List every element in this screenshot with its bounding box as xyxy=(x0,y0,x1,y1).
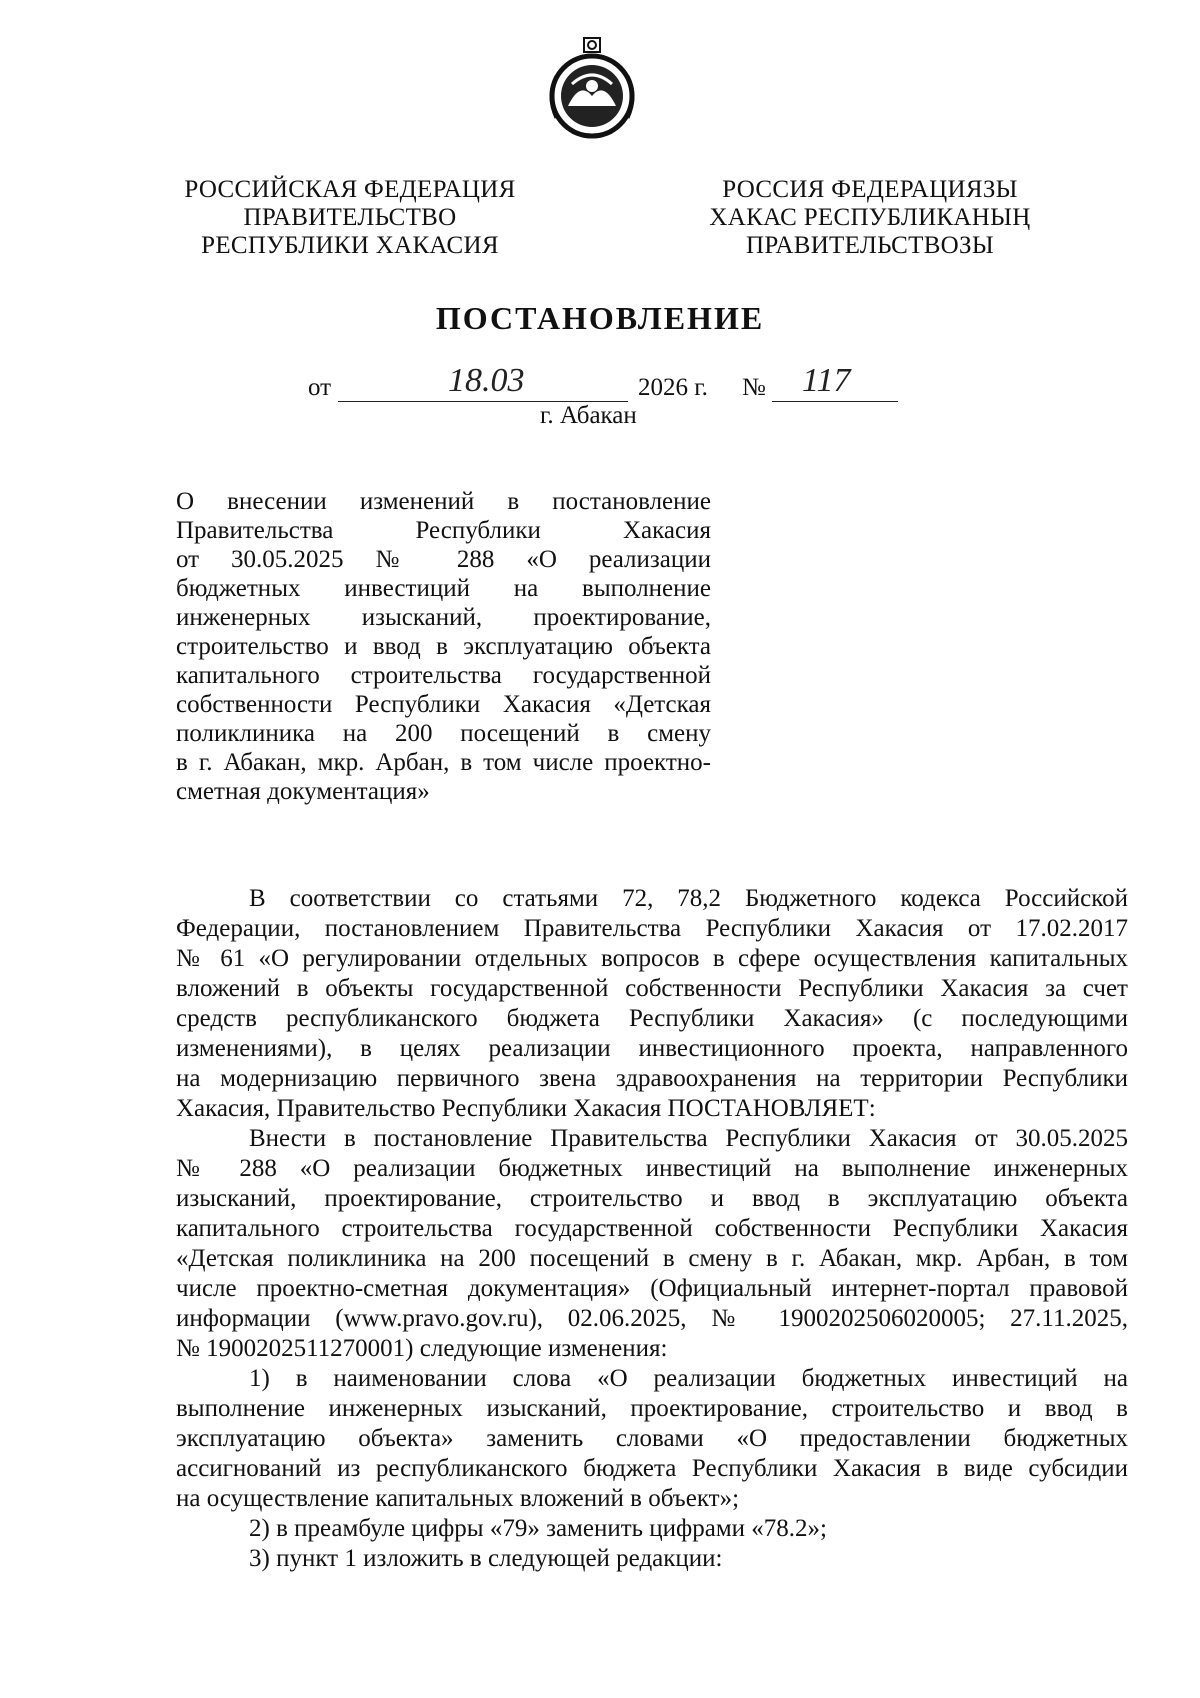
body-line: № 1900202511270001) следующие изменения: xyxy=(176,1335,668,1362)
document-title: ПОСТАНОВЛЕНИЕ xyxy=(435,300,765,336)
subject-line: сметная документация» xyxy=(176,778,430,805)
body-line: Хакасия, Правительство Республики Хакасия ПОСТАНОВЛЯЕТ: xyxy=(176,1095,876,1122)
body-line: Внести в постановление Правительства Республики Хакасия от 30.05.2025 xyxy=(249,1125,1128,1152)
subject-line: капитального строительства государственной xyxy=(176,662,711,689)
city-label: г. Абакан xyxy=(540,402,637,429)
body-line: «Детская поликлиника на 200 посещений в смену в г. Абакан, мкр. Арбан, в том xyxy=(176,1245,1128,1272)
body-line: № 61 «О регулировании отдельных вопросов в сфере осуществления капитальных xyxy=(176,945,1128,972)
subject-line: в г. Абакан, мкр. Арбан, в том числе проектно- xyxy=(176,749,711,776)
body-line: вложений в объекты государственной собственности Республики Хакасия за счет xyxy=(176,975,1128,1002)
body-line: на осуществление капитальных вложений в объект»; xyxy=(176,1485,740,1512)
header-left-line: РЕСПУБЛИКИ ХАКАСИЯ xyxy=(201,232,499,259)
body-line: выполнение инженерных изысканий, проектирование, строительство и ввод в xyxy=(176,1395,1128,1422)
body-line: 3) пункт 1 изложить в следующей редакции: xyxy=(249,1545,723,1572)
body-line: числе проектно-сметная документация» (Официальный интернет-портал правовой xyxy=(176,1275,1128,1302)
body-line: эксплуатацию объекта» заменить словами «О предоставлении бюджетных xyxy=(176,1425,1128,1452)
from-label: от xyxy=(308,374,332,401)
handwritten-date: 18.03 xyxy=(448,362,525,399)
subject-line: собственности Республики Хакасия «Детская xyxy=(176,691,711,718)
coat-of-arms-emblem xyxy=(542,36,642,146)
header-right-line: ПРАВИТЕЛЬСТВОЗЫ xyxy=(746,232,994,259)
body-line: ассигнований из республиканского бюджета Республики Хакасия в виде субсидии xyxy=(176,1455,1128,1482)
subject-line: от 30.05.2025 № 288 «О реализации xyxy=(176,546,711,573)
body-text xyxy=(176,884,1128,1574)
subject-line: поликлиника на 200 посещений в смену xyxy=(176,720,711,747)
body-line: Федерации, постановлением Правительства Республики Хакасия от 17.02.2017 xyxy=(176,915,1128,942)
header-russian xyxy=(130,176,570,260)
body-line: 1) в наименовании слова «О реализации бюджетных инвестиций на xyxy=(249,1365,1128,1392)
subject-line: Правительства Республики Хакасия xyxy=(176,517,711,544)
subject-block xyxy=(176,487,711,806)
body-line: 2) в преамбуле цифры «79» заменить цифрами «78.2»; xyxy=(249,1515,827,1542)
body-line: изысканий, проектирование, строительство и ввод в эксплуатацию объекта xyxy=(176,1185,1128,1212)
body-line: капитального строительства государственной собственности Республики Хакасия xyxy=(176,1215,1128,1242)
number-underline xyxy=(772,401,898,402)
subject-line: О внесении изменений в постановление xyxy=(176,488,711,515)
date-number-line xyxy=(0,362,1200,406)
header-right-line: РОССИЯ ФЕДЕРАЦИЯЗЫ xyxy=(722,176,1018,203)
header-khakas xyxy=(650,176,1090,260)
year-label: 2026 г. xyxy=(638,374,708,401)
header-right-line: ХАКАС РЕСПУБЛИКАНЫҢ xyxy=(709,204,1031,231)
number-label: № xyxy=(742,374,766,401)
body-line: № 288 «О реализации бюджетных инвестиций на выполнение инженерных xyxy=(176,1155,1128,1182)
subject-line: строительство и ввод в эксплуатацию объекта xyxy=(176,633,711,660)
body-line: средств республиканского бюджета Республики Хакасия» (с последующими xyxy=(176,1005,1128,1032)
body-line: информации (www.pravo.gov.ru), 02.06.2025, № 1900202506020005; 27.11.2025, xyxy=(176,1305,1128,1332)
header-left-line: ПРАВИТЕЛЬСТВО xyxy=(243,204,457,231)
body-line: на модернизацию первичного звена здравоохранения на территории Республики xyxy=(176,1065,1128,1092)
subject-line: инженерных изысканий, проектирование, xyxy=(176,604,711,631)
header-left-line: РОССИЙСКАЯ ФЕДЕРАЦИЯ xyxy=(184,176,516,203)
subject-line: бюджетных инвестиций на выполнение xyxy=(176,575,711,602)
body-line: В соответствии со статьями 72, 78,2 Бюджетного кодекса Российской xyxy=(249,885,1128,912)
body-line: изменениями), в целях реализации инвестиционного проекта, направленного xyxy=(176,1035,1128,1062)
handwritten-number: 117 xyxy=(802,362,851,399)
